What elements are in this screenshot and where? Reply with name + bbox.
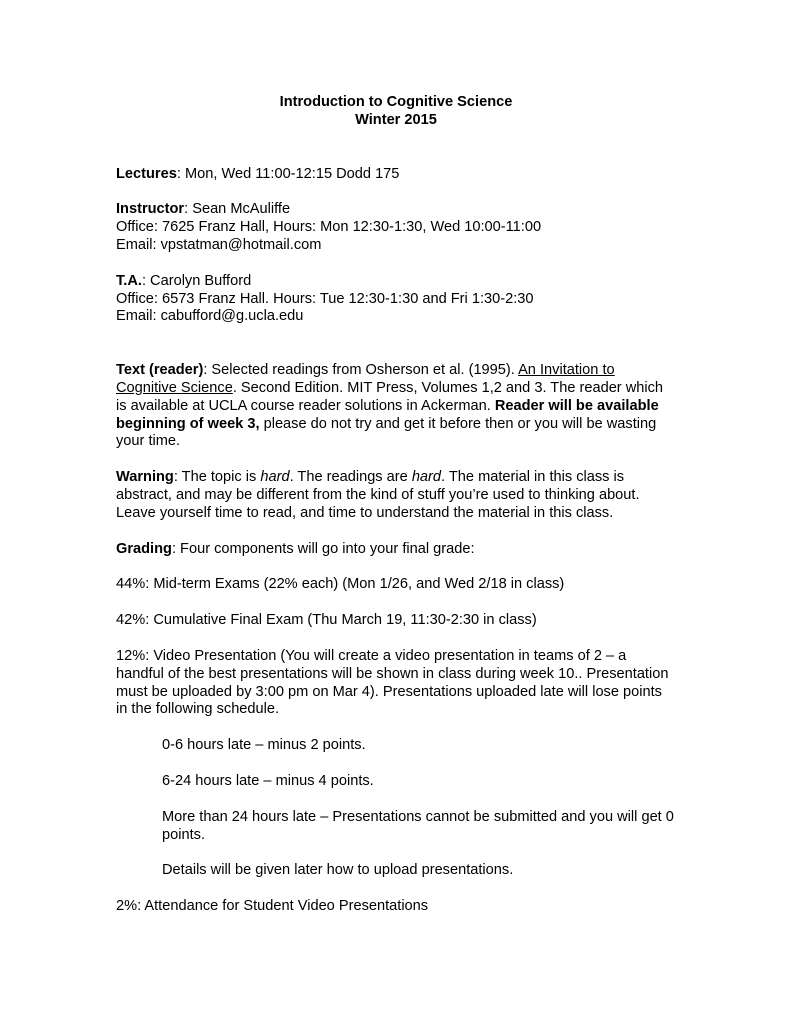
course-title: Introduction to Cognitive Science: [279, 94, 513, 110]
grading-label: Grading: [116, 540, 172, 557]
warning-label: Warning: [116, 469, 174, 486]
text-reader-label: Text (reader): [116, 362, 204, 379]
text-reader-part3: please do not try and get it before then or you will be wasting your time.: [116, 415, 657, 450]
upload-details: Details will be given later how to upload presentations.: [162, 862, 514, 879]
warning-paragraph: [116, 469, 676, 522]
text-reader-part1: : Selected readings from Osherson et al. (1995).: [203, 362, 519, 379]
reader-availability-note: Reader will be available beginning of week 3,: [116, 397, 659, 432]
instructor-office: Office: 7625 Franz Hall, Hours: Mon 12:30-1:30, Wed 10:00-11:00: [116, 219, 542, 236]
late-penalty-2: 6-24 hours late – minus 4 points.: [162, 772, 374, 789]
instructor-email: Email: vpstatman@hotmail.com: [116, 236, 322, 253]
text-reader-part2: . Second Edition. MIT Press, Volumes 1,2 and 3. The reader which is available at UCLA course reader solutions in Ackerman.: [116, 379, 664, 414]
grading-video: 12%: Video Presentation (You will create a video presentation in teams of 2 – a handful of the best presentations will be shown in class during week 10.. Presentation must be uploaded by 3:00 pm on Mar 4). Presentations uploaded late will lose points in the following schedule.: [116, 647, 669, 718]
lectures-label: Lectures: [116, 165, 177, 182]
warning-part1: : The topic is: [173, 469, 261, 486]
late-penalty-3: More than 24 hours late – Presentations cannot be submitted and you will get 0 points.: [162, 808, 674, 843]
instructor-line: [116, 201, 676, 219]
warning-part3: . The material in this class is abstract, and may be different from the kind of stuff you’re used to thinking about. Leave yourself time to read, and time to understand the material in this class.: [116, 469, 640, 521]
ta-email: Email: cabufford@g.ucla.edu: [116, 308, 304, 325]
ta-line: [116, 273, 676, 291]
grading-intro: [116, 541, 676, 559]
ta-label: T.A.: [116, 272, 142, 289]
syllabus-page: [116, 94, 676, 916]
grading-final: 42%: Cumulative Final Exam (Thu March 19, 11:30-2:30 in class): [116, 612, 537, 629]
book-title: An Invitation to Cognitive Science: [116, 362, 615, 396]
instructor-name: : Sean McAuliffe: [184, 201, 291, 218]
warning-em1: hard: [260, 469, 290, 486]
course-term: Winter 2015: [355, 111, 437, 128]
ta-office: Office: 6573 Franz Hall. Hours: Tue 12:30-1:30 and Fri 1:30-2:30: [116, 290, 534, 307]
lectures-text: : Mon, Wed 11:00-12:15 Dodd 175: [176, 165, 400, 182]
text-reader-paragraph: [116, 362, 676, 451]
grading-midterms: 44%: Mid-term Exams (22% each) (Mon 1/26, and Wed 2/18 in class): [116, 576, 565, 593]
ta-name: : Carolyn Bufford: [141, 272, 252, 289]
warning-em2: hard: [411, 469, 442, 486]
late-penalty-1: 0-6 hours late – minus 2 points.: [162, 737, 366, 754]
warning-part2: . The readings are: [289, 469, 412, 486]
lectures-line: [116, 166, 676, 184]
grading-attendance: 2%: Attendance for Student Video Presentations: [116, 898, 429, 915]
instructor-label: Instructor: [116, 201, 185, 218]
grading-intro-text: : Four components will go into your final grade:: [171, 540, 475, 557]
